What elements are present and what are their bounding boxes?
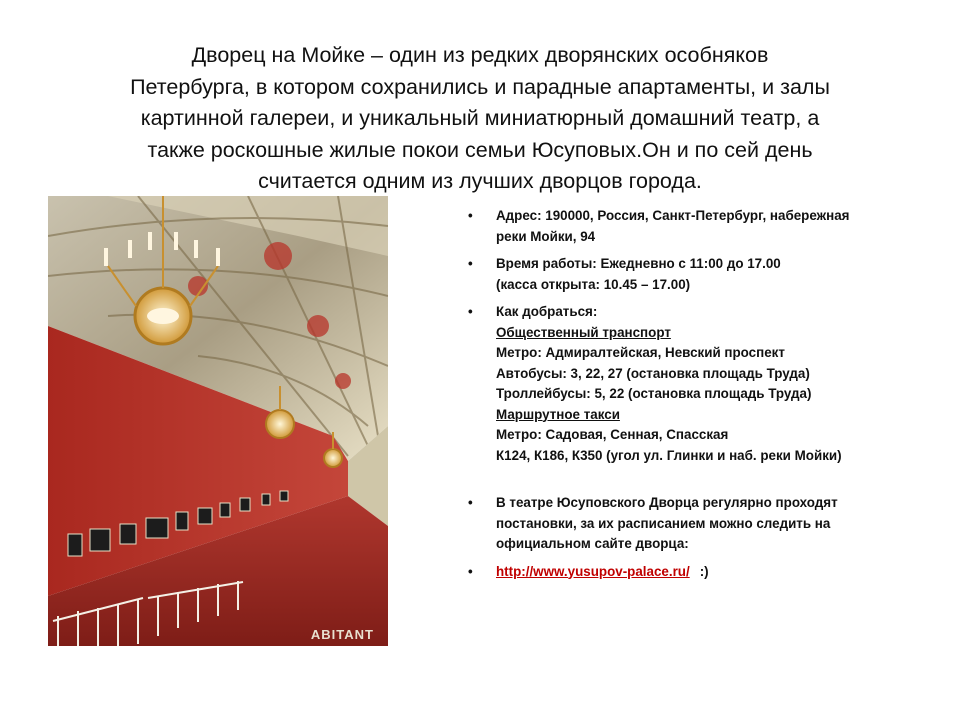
hours-item bbox=[468, 254, 908, 295]
theatre-item bbox=[468, 493, 908, 555]
theatre-line: официальном сайте дворца: bbox=[496, 536, 689, 551]
photo-watermark: ABITANT bbox=[310, 627, 374, 642]
hours-line: Время работы: Ежедневно с 11:00 до 17.00 bbox=[496, 256, 781, 271]
smile-text: :) bbox=[699, 563, 709, 579]
title-line: считается одним из лучших дворцов города. bbox=[258, 169, 702, 193]
address-line: реки Мойки, 94 bbox=[496, 228, 596, 244]
directions-item bbox=[468, 302, 908, 466]
public-transport-heading: Общественный транспорт bbox=[496, 324, 671, 340]
info-list bbox=[468, 206, 908, 589]
palace-website-link[interactable]: http://www.yusupov-palace.ru/ bbox=[496, 563, 690, 579]
bullet: • bbox=[468, 563, 473, 579]
taxi-line: Метро: Садовая, Сенная, Спасская bbox=[496, 427, 729, 442]
title-line: Дворец на Мойке – один из редких дворянских особняков bbox=[191, 43, 769, 67]
transport-line: Троллейбусы: 5, 22 (остановка площадь Труда) bbox=[496, 386, 812, 401]
palace-gallery-photo bbox=[48, 196, 388, 646]
link-item bbox=[468, 562, 908, 583]
theatre-line: постановки, за их расписанием можно следить на bbox=[496, 515, 831, 531]
hours-line: (касса открыта: 10.45 – 17.00) bbox=[496, 276, 691, 292]
transport-line: Автобусы: 3, 22, 27 (остановка площадь Труда) bbox=[496, 365, 810, 381]
title-line: также роскошные жилые покои семьи Юсуповых.Он и по сей день bbox=[147, 137, 813, 162]
bullet: • bbox=[468, 256, 473, 271]
address-line: Адрес: 190000, Россия, Санкт-Петербург, набережная bbox=[496, 208, 850, 223]
theatre-line: В театре Юсуповского Дворца регулярно проходят bbox=[496, 495, 838, 510]
bullet: • bbox=[468, 304, 473, 319]
title-line: картинной галереи, и уникальный миниатюрный домашний театр, а bbox=[140, 106, 820, 130]
address-item bbox=[468, 206, 908, 247]
slide-title bbox=[70, 40, 890, 198]
title-line: Петербурга, в котором сохранились и парадные апартаменты, и залы bbox=[130, 74, 830, 99]
taxi-heading: Маршрутное такси bbox=[496, 406, 620, 422]
taxi-line: К124, К186, К350 (угол ул. Глинки и наб. реки Мойки) bbox=[496, 447, 842, 463]
bullet: • bbox=[468, 495, 473, 510]
bullet: • bbox=[468, 208, 473, 223]
directions-heading: Как добраться: bbox=[496, 304, 598, 319]
transport-line: Метро: Адмиралтейская, Невский проспект bbox=[496, 345, 785, 360]
